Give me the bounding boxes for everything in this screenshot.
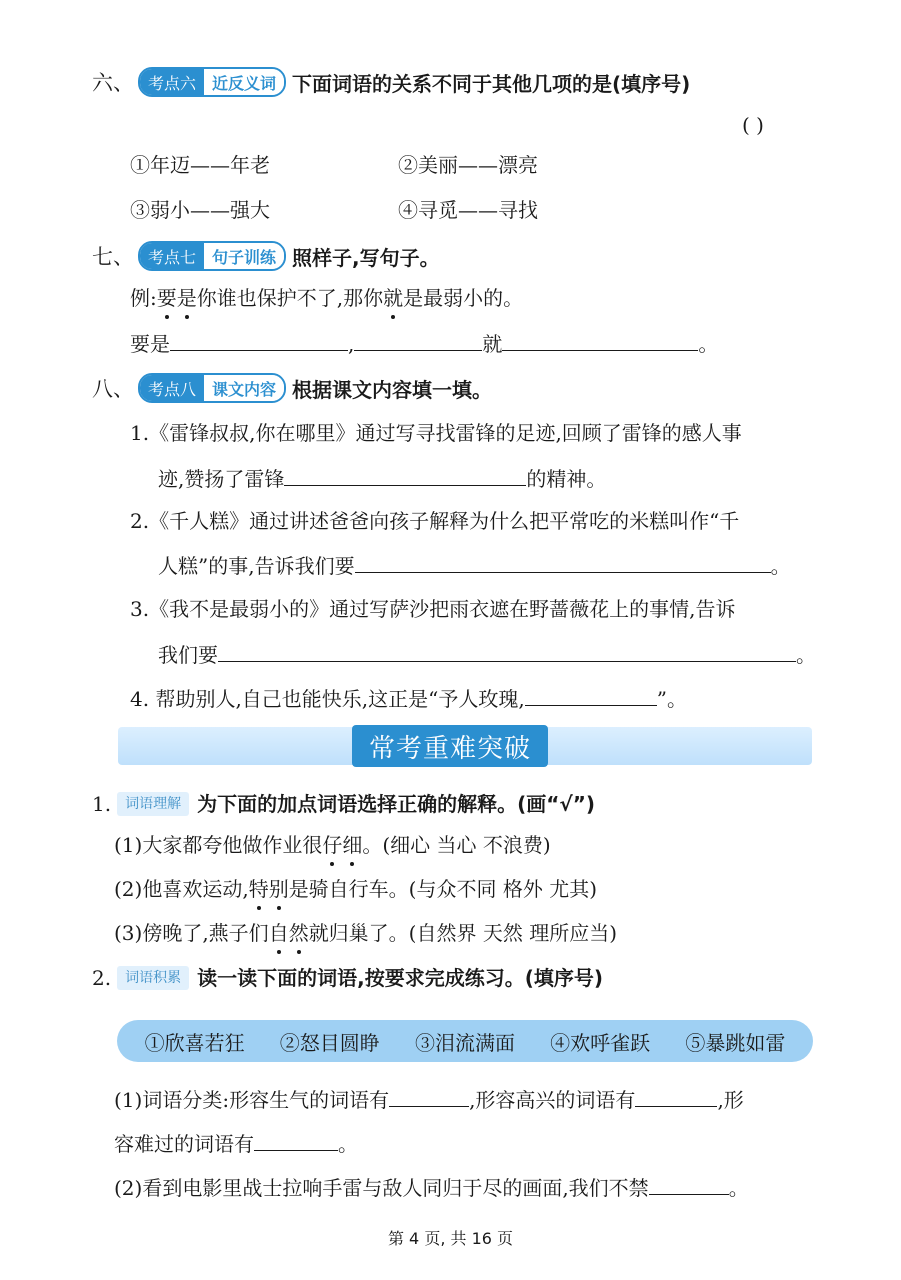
section-number: 八、 — [92, 377, 134, 401]
item-text[interactable]: 是骑自行车。(与众不同 格外 尤其) — [288, 877, 598, 901]
option-2: ②美丽——漂亮 — [398, 153, 538, 177]
topic-pill — [138, 67, 286, 97]
example-prefix: 例: — [130, 286, 157, 310]
item-text: (3)傍晚了,燕子们 — [114, 921, 269, 945]
question-1-line-2 — [158, 463, 606, 493]
question-4 — [130, 683, 687, 713]
practice-title: 为下面的加点词语选择正确的解释。(画“√”) — [197, 792, 596, 816]
question-3-line-2 — [158, 639, 816, 669]
fill-punct: , — [348, 332, 355, 356]
word-item: ④欢呼雀跃 — [550, 1030, 651, 1055]
word-item: ③泪流满面 — [414, 1030, 515, 1055]
dotted-char: 就 — [383, 283, 403, 313]
fill-blank[interactable] — [254, 1128, 338, 1151]
fill-word: 要是 — [130, 332, 170, 356]
dotted-char: 要 — [157, 283, 177, 313]
practice-tag: 词语理解 — [117, 792, 189, 816]
dotted-char: 细 — [342, 830, 362, 860]
fill-blank[interactable] — [635, 1084, 717, 1107]
fill-blank[interactable] — [525, 683, 657, 706]
topic-pill — [138, 241, 286, 271]
practice-2-item-1-line-2 — [114, 1128, 358, 1158]
item-text: (2)他喜欢运动, — [114, 877, 249, 901]
section-8-header — [92, 371, 492, 405]
example-text: 是最弱小的。 — [403, 286, 524, 310]
fill-blank[interactable] — [354, 328, 482, 351]
practice-2-item-1-line-1 — [114, 1084, 744, 1114]
banner-title: 常考重难突破 — [352, 725, 548, 767]
example-text: 你谁也保护不了,那你 — [196, 286, 384, 310]
question-text: 迹,赞扬了雷锋 — [158, 467, 285, 491]
item-text[interactable]: 。(细心 当心 不浪费) — [362, 833, 551, 857]
topic-pill-label: 考点六 — [140, 69, 204, 95]
answer-bracket[interactable]: ( ) — [742, 113, 764, 137]
option-4: ④寻觅——寻找 — [398, 198, 538, 222]
practice-tag: 词语积累 — [117, 966, 189, 990]
word-item: ①欣喜若狂 — [144, 1030, 245, 1055]
fill-blank[interactable] — [218, 639, 796, 662]
item-text: (2)看到电影里战士拉响手雷与敌人同归于尽的画面,我们不禁 — [114, 1176, 649, 1200]
section-7-header — [92, 239, 440, 273]
topic-pill-name: 句子训练 — [204, 243, 284, 269]
option-3: ③弱小——强大 — [130, 198, 270, 222]
topic-pill-name: 近反义词 — [204, 69, 284, 95]
section-number: 七、 — [92, 245, 134, 269]
item-text: ,形 — [717, 1088, 744, 1112]
fill-punct: 。 — [698, 332, 719, 356]
page-footer: 第 4 页, 共 16 页 — [387, 1229, 514, 1248]
word-bank — [117, 1020, 813, 1062]
item-text: 。 — [728, 1176, 749, 1200]
dotted-char: 然 — [289, 918, 309, 948]
example-sentence — [130, 283, 523, 313]
practice-1-header — [92, 787, 595, 821]
item-text: 容难过的词语有 — [114, 1132, 254, 1156]
practice-1-item-1 — [114, 830, 551, 860]
topic-pill-name: 课文内容 — [204, 375, 284, 401]
dotted-char: 别 — [269, 874, 289, 904]
item-text: (1)大家都夸他做作业很 — [114, 833, 323, 857]
dotted-char: 特 — [249, 874, 269, 904]
item-text: (1)词语分类:形容生气的词语有 — [114, 1088, 390, 1112]
fill-blank[interactable] — [502, 328, 698, 351]
question-text: 我们要 — [158, 643, 218, 667]
fill-blank[interactable] — [389, 1084, 469, 1107]
dotted-char: 自 — [269, 918, 289, 948]
topic-pill — [138, 373, 286, 403]
item-text: ,形容高兴的词语有 — [469, 1088, 636, 1112]
practice-number: 2. — [92, 966, 112, 990]
question-text: 的精神。 — [526, 467, 607, 491]
fill-blank[interactable] — [649, 1172, 729, 1195]
practice-2-header — [92, 961, 603, 995]
option-1: ①年迈——年老 — [130, 153, 270, 177]
question-text: 4. 帮助别人,自己也能快乐,这正是“予人玫瑰, — [130, 687, 525, 711]
question-2-line-1: 2.《千人糕》通过讲述爸爸向孩子解释为什么把平常吃的米糕叫作“千 — [130, 509, 740, 533]
question-3-line-1: 3.《我不是最弱小的》通过写萨沙把雨衣遮在野蔷薇花上的事情,告诉 — [130, 597, 736, 621]
practice-1-item-2 — [114, 874, 597, 904]
section-title: 照样子,写句子。 — [292, 245, 440, 270]
item-text: 。 — [338, 1132, 358, 1156]
dotted-char: 仔 — [322, 830, 342, 860]
word-item: ②怒目圆睁 — [279, 1030, 380, 1055]
section-number: 六、 — [92, 71, 134, 95]
practice-title: 读一读下面的词语,按要求完成练习。(填序号) — [197, 966, 603, 990]
question-text: 。 — [796, 643, 816, 667]
practice-number: 1. — [92, 792, 112, 816]
question-2-line-2 — [158, 550, 791, 580]
fill-blank[interactable] — [355, 550, 771, 573]
topic-pill-label: 考点八 — [140, 375, 204, 401]
fill-word: 就 — [482, 332, 503, 356]
question-text: ”。 — [656, 687, 687, 711]
practice-1-item-3 — [114, 918, 617, 948]
section-6-header — [92, 65, 690, 99]
word-item: ⑤暴跳如雷 — [685, 1030, 786, 1055]
sentence-fill — [130, 328, 718, 358]
fill-blank[interactable] — [284, 463, 526, 486]
practice-2-item-2 — [114, 1172, 749, 1202]
question-1-line-1: 1.《雷锋叔叔,你在哪里》通过写寻找雷锋的足迹,回顾了雷锋的感人事 — [130, 421, 742, 445]
item-text[interactable]: 就归巢了。(自然界 天然 理所应当) — [308, 921, 618, 945]
topic-pill-label: 考点七 — [140, 243, 204, 269]
section-title: 下面词语的关系不同于其他几项的是(填序号) — [292, 71, 691, 96]
fill-blank[interactable] — [170, 328, 348, 351]
section-title: 根据课文内容填一填。 — [292, 377, 493, 402]
question-text: 。 — [770, 554, 791, 578]
question-text: 人糕”的事,告诉我们要 — [158, 554, 355, 578]
dotted-char: 是 — [177, 283, 197, 313]
